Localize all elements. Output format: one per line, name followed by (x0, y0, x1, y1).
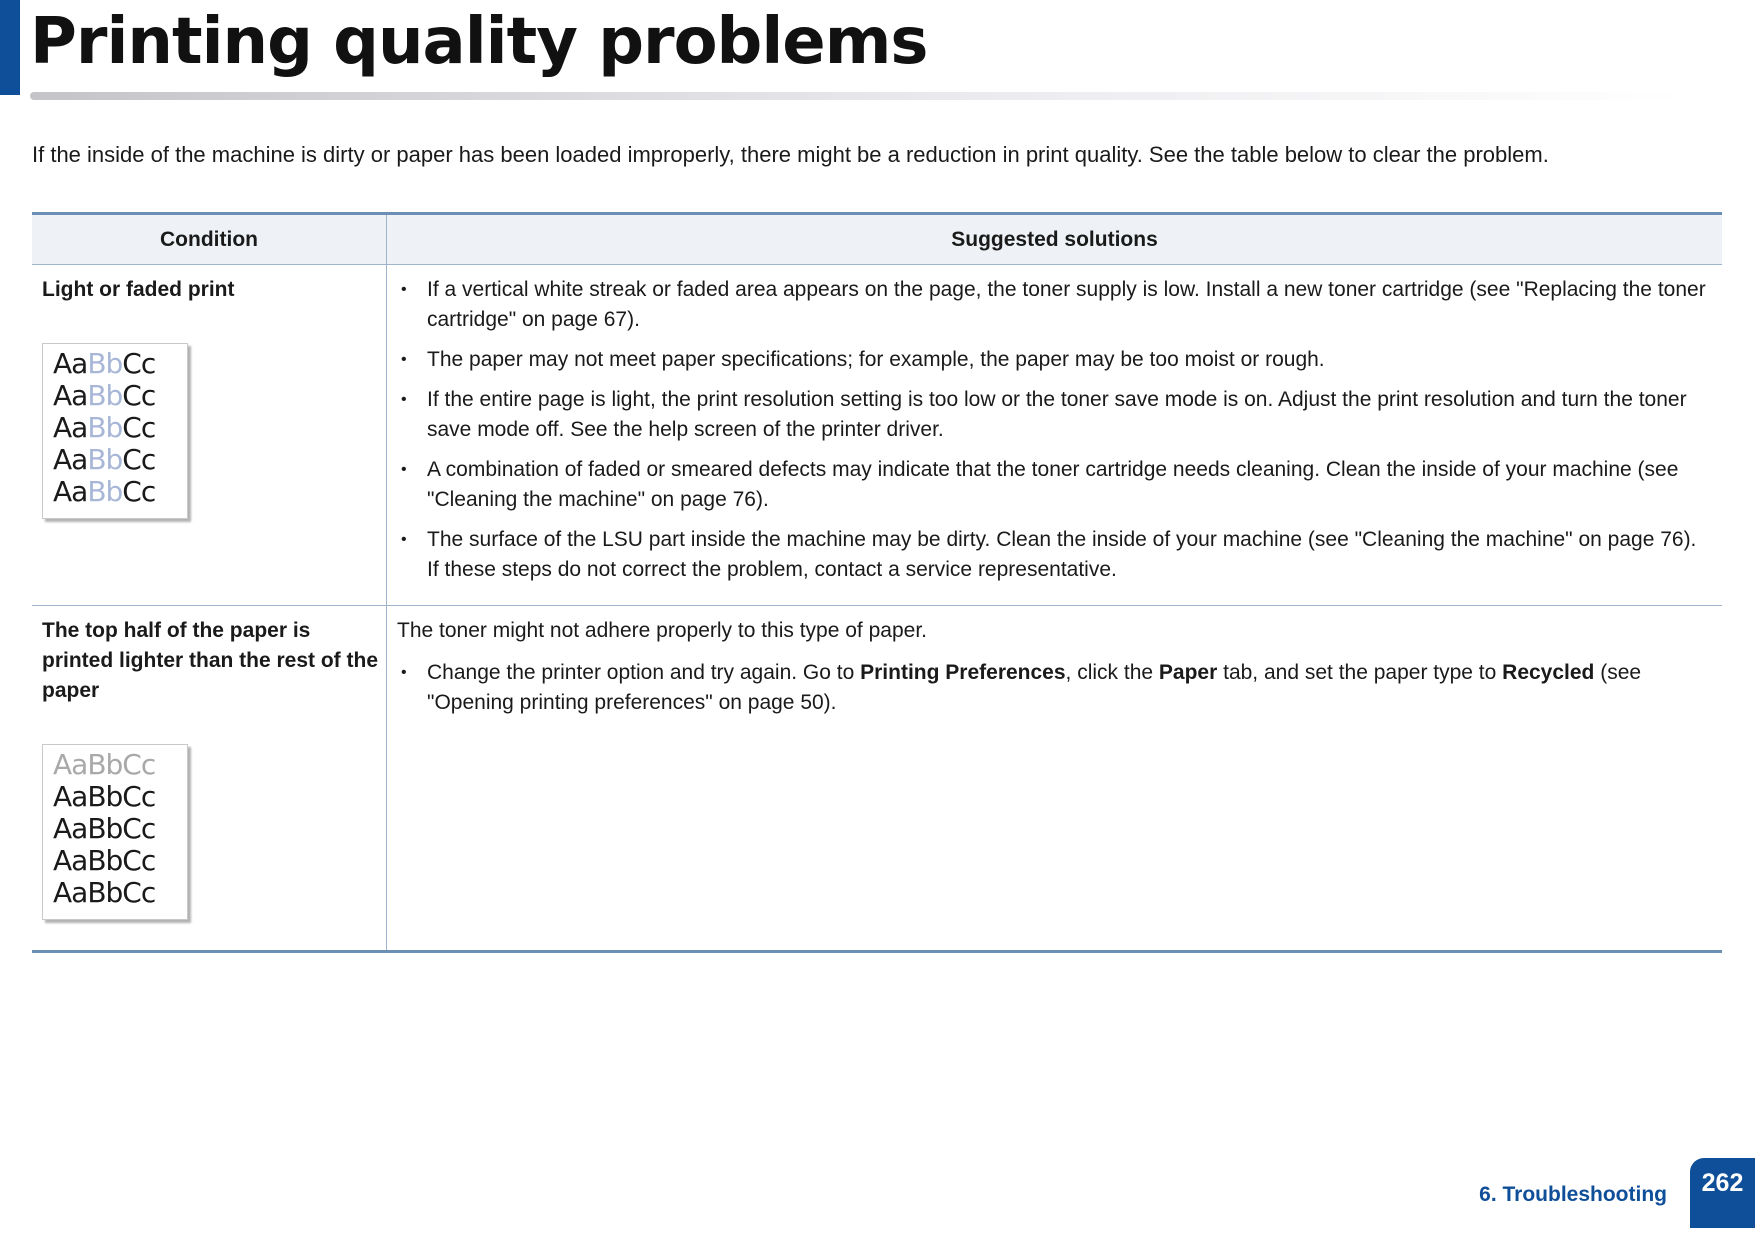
sample-text: Aa (53, 443, 88, 476)
sample-line (53, 476, 187, 508)
condition-cell (32, 265, 387, 606)
bullet-icon: • (401, 664, 407, 681)
faded-print-sample-image (42, 343, 188, 519)
solutions-list (397, 658, 1708, 718)
sample-line: AaBbCc (53, 812, 156, 845)
sample-text: Aa (53, 411, 88, 444)
sample-line (53, 444, 187, 476)
sample-text-faded: Bb (87, 411, 123, 444)
table-header-row (32, 214, 1722, 265)
solution-text: If the entire page is light, the print resolution setting is too low or the toner save mode is on. Adjust the print resolution and turn the toner save mode off. See the help screen of the printer driver. (427, 388, 1687, 441)
sample-text: Aa (53, 379, 88, 412)
solutions-list (397, 275, 1708, 585)
list-item (397, 658, 1708, 718)
title-divider (30, 92, 1690, 100)
condition-label: Light or faded print (42, 278, 235, 301)
sample-line: AaBbCc (53, 780, 156, 813)
solutions-cell (387, 265, 1723, 606)
condition-cell (32, 606, 387, 952)
solutions-cell (387, 606, 1723, 952)
list-item (397, 385, 1708, 445)
condition-label: The top half of the paper is printed lighter than the rest of the paper (42, 619, 379, 702)
sample-text: Cc (122, 379, 156, 412)
sample-text-faded: Bb (87, 443, 123, 476)
sample-line (53, 348, 187, 380)
bullet-icon: • (401, 461, 407, 478)
sample-text-faded: Bb (87, 347, 123, 380)
bullet-icon: • (401, 281, 407, 298)
sample-line-light: AaBbCc (53, 748, 156, 781)
solution-text: A combination of faded or smeared defects may indicate that the toner cartridge needs cleaning. Clean the inside of your machine (see "Cleaning the machine" on page 76). (427, 458, 1679, 511)
bullet-icon: • (401, 531, 407, 548)
page-title: Printing quality problems (30, 5, 928, 79)
solution-text: , click the (1065, 661, 1159, 684)
footer-section-label: 6. Troubleshooting (1479, 1183, 1667, 1206)
printing-preferences-term: Printing Preferences (860, 661, 1066, 684)
solution-text: Change the printer option and try again. Go to (427, 661, 861, 684)
table-row (32, 265, 1722, 606)
list-item (397, 525, 1708, 585)
condition-column-header: Condition (32, 214, 387, 265)
list-item (397, 275, 1708, 335)
sample-line (53, 380, 187, 412)
solution-text: The surface of the LSU part inside the machine may be dirty. Clean the inside of your machine (see "Cleaning the machine" on page 76). If these steps do not correct the problem, contact a service representative. (427, 528, 1697, 581)
sample-text: Cc (122, 347, 156, 380)
list-item (397, 345, 1708, 375)
sample-text: Aa (53, 347, 88, 380)
solution-lead-text: The toner might not adhere properly to this type of paper. (397, 619, 927, 642)
solution-text: tab, and set the paper type to (1217, 661, 1503, 684)
solutions-column-header: Suggested solutions (387, 214, 1723, 265)
sample-line (53, 412, 187, 444)
sample-text-faded: Bb (87, 379, 123, 412)
title-accent-bar (0, 0, 20, 95)
top-half-light-sample-image (42, 744, 188, 920)
sample-line: AaBbCc (53, 876, 156, 909)
bullet-icon: • (401, 351, 407, 368)
solution-text: The paper may not meet paper specifications; for example, the paper may be too moist or rough. (427, 348, 1325, 371)
sample-text-faded: Bb (87, 475, 123, 508)
sample-line: AaBbCc (53, 844, 156, 877)
bullet-icon: • (401, 391, 407, 408)
sample-text: Cc (122, 411, 156, 444)
paper-tab-term: Paper (1158, 661, 1218, 684)
sample-text: Cc (122, 475, 156, 508)
troubleshooting-table (32, 212, 1722, 953)
page-number-badge: 262 (1690, 1158, 1755, 1228)
recycled-term: Recycled (1502, 661, 1595, 684)
solution-text: (see "Opening printing preferences" on page 50). (427, 661, 1642, 714)
solution-text: If a vertical white streak or faded area appears on the page, the toner supply is low. Install a new toner cartridge (see "Replacing the toner cartridge" on page 67). (427, 278, 1706, 331)
table-row (32, 606, 1722, 952)
sample-text: Aa (53, 475, 88, 508)
sample-text: Cc (122, 443, 156, 476)
intro-paragraph: If the inside of the machine is dirty or paper has been loaded improperly, there might be a reduction in print quality. See the table below to clear the problem. (32, 142, 1549, 167)
list-item (397, 455, 1708, 515)
